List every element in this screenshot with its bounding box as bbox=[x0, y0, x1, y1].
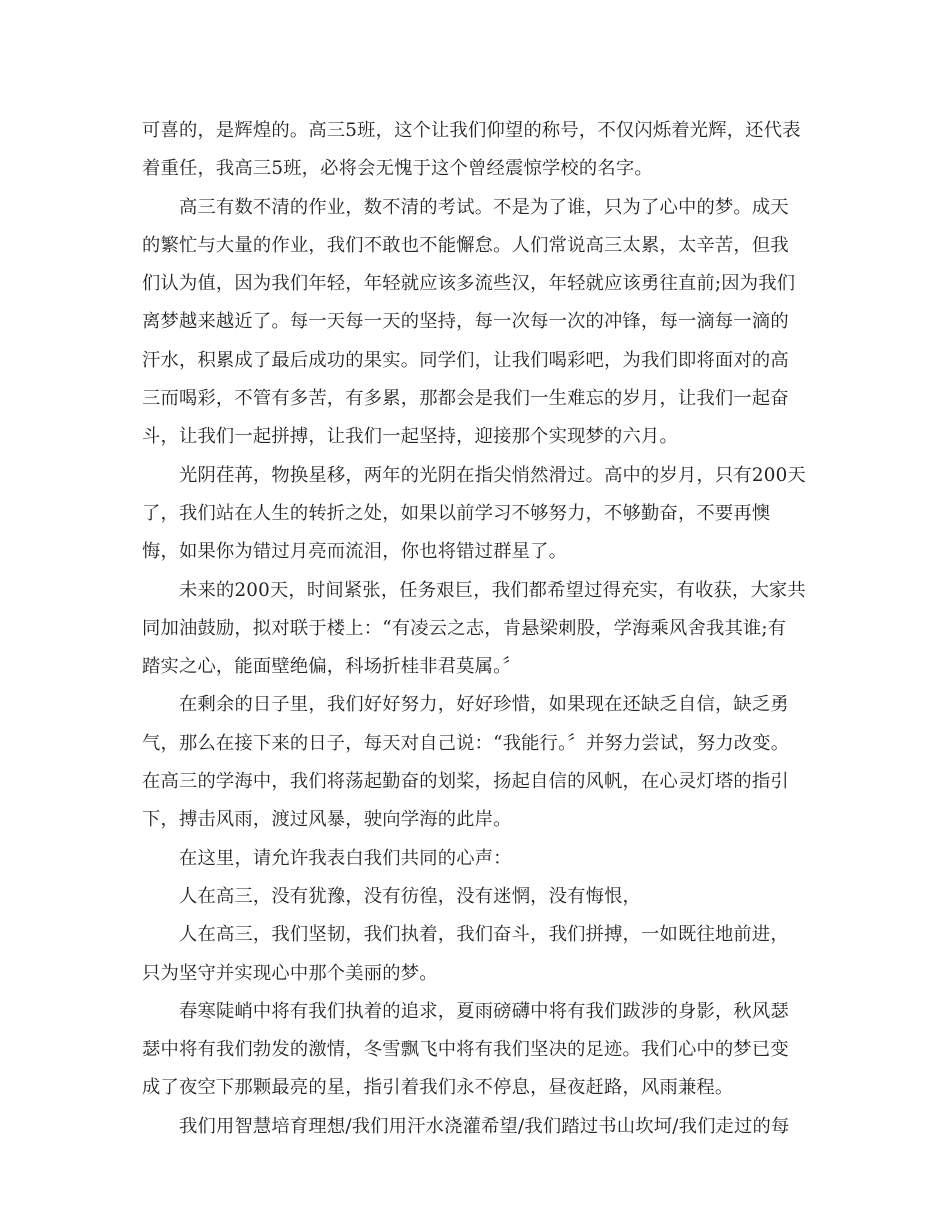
paragraph bbox=[142, 840, 810, 878]
text-line: 未来的200天，时间紧张，任务艰巨，我们都希望过得充实，有收获，大家共 bbox=[179, 579, 806, 601]
paragraph bbox=[142, 457, 810, 572]
paragraph bbox=[142, 189, 810, 457]
paragraph bbox=[142, 572, 810, 687]
text-line: 在这里，请允许我表白我们共同的心声： bbox=[179, 847, 512, 869]
text-line: 瑟中将有我们勃发的激情，冬雪飘飞中将有我们坚决的足迹。我们心中的梦已变 bbox=[142, 1039, 789, 1061]
text-line: 了，我们站在人生的转折之处，如果以前学习不够努力，不够勤奋，不要再懊 bbox=[142, 502, 771, 524]
text-line: 们认为值，因为我们年轻，年轻就应该多流些汉，年轻就应该勇往直前;因为我们 bbox=[142, 273, 796, 295]
paragraph bbox=[142, 1108, 810, 1146]
text-line: 人在高三，没有犹豫，没有彷徨，没有迷惘，没有悔恨， bbox=[179, 885, 642, 907]
text-line: 光阴荏苒，物换星移，两年的光阴在指尖悄然滑过。高中的岁月，只有200天 bbox=[179, 464, 806, 486]
text-line: 的繁忙与大量的作业，我们不敢也不能懈怠。人们常说高三太累，太辛苦，但我 bbox=[142, 234, 789, 256]
text-line: 同加油鼓励，拟对联于楼上：“有凌云之志，肯悬梁刺股，学海乘风舍我其谁;有 bbox=[142, 617, 787, 639]
text-line: 悔，如果你为错过月亮而流泪，你也将错过群星了。 bbox=[142, 541, 568, 563]
text-line: 在剩余的日子里，我们好好努力，好好珍惜，如果现在还缺乏自信，缺乏勇 bbox=[179, 694, 789, 716]
text-line: 气，那么在接下来的日子，每天对自己说：“我能行。〞并努力尝试，努力改变。 bbox=[142, 732, 790, 754]
text-line: 斗，让我们一起拼搏，让我们一起坚持，迎接那个实现梦的六月。 bbox=[142, 426, 678, 448]
text-line: 只为坚守并实现心中那个美丽的梦。 bbox=[142, 962, 438, 984]
text-line: 成了夜空下那颗最亮的星，指引着我们永不停息，昼夜赶路，风雨兼程。 bbox=[142, 1077, 734, 1099]
document-body bbox=[142, 112, 810, 1146]
paragraph bbox=[142, 993, 810, 1108]
text-line: 人在高三，我们坚韧，我们执着，我们奋斗，我们拼搏，一如既往地前进， bbox=[179, 924, 789, 946]
text-line: 踏实之心，能面壁绝偏，科场折桂非君莫属。〞 bbox=[142, 656, 521, 678]
text-line: 汗水，积累成了最后成功的果实。同学们，让我们喝彩吧，为我们即将面对的高 bbox=[142, 349, 789, 371]
text-line: 离梦越来越近了。每一天每一天的坚持，每一次每一次的冲锋，每一滴每一滴的 bbox=[142, 311, 789, 333]
text-line: 高三有数不清的作业，数不清的考试。不是为了谁，只为了心中的梦。成天 bbox=[179, 196, 789, 218]
paragraph bbox=[142, 916, 810, 993]
text-line: 下，搏击风雨，渡过风暴，驶向学海的此岸。 bbox=[142, 809, 512, 831]
text-line: 春寒陡峭中将有我们执着的追求，夏雨磅礴中将有我们跋涉的身影，秋风瑟 bbox=[179, 1000, 789, 1022]
paragraph bbox=[142, 878, 810, 916]
text-line: 我们用智慧培育理想/我们用汗水浇灌希望/我们踏过书山坎坷/我们走过的每 bbox=[179, 1115, 790, 1137]
text-line: 三而喝彩，不管有多苦，有多累，那都会是我们一生难忘的岁月，让我们一起奋 bbox=[142, 388, 789, 410]
text-line: 可喜的，是辉煌的。高三5班，这个让我们仰望的称号，不仅闪烁着光辉，还代表 bbox=[142, 120, 801, 141]
paragraph bbox=[142, 686, 810, 839]
text-line: 着重任，我高三5班，必将会无愧于这个曾经震惊学校的名字。 bbox=[142, 158, 653, 180]
text-line: 在高三的学海中，我们将荡起勤奋的划桨，扬起自信的风帆，在心灵灯塔的指引 bbox=[142, 771, 789, 793]
paragraph bbox=[142, 112, 810, 189]
